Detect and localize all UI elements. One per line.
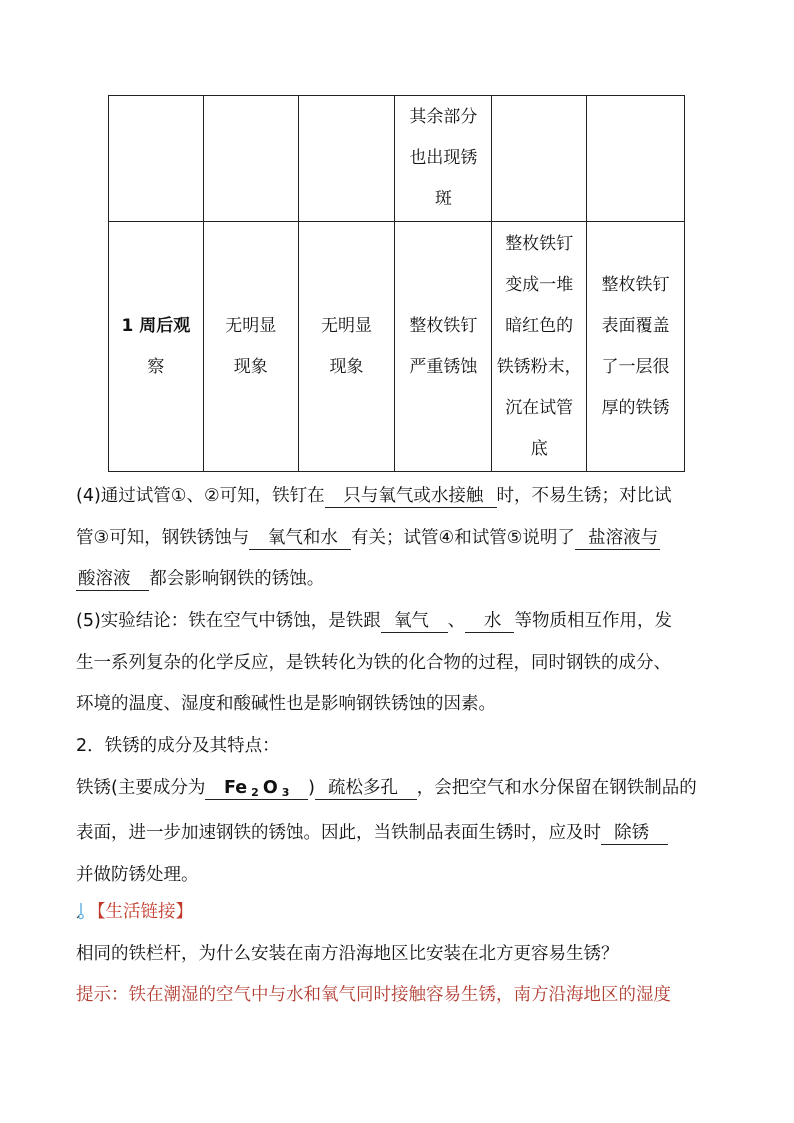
q4-answer-3-cont: 酸溶液: [76, 569, 149, 591]
section-2: [76, 726, 726, 896]
q4-text: 管③可知，钢铁锈蚀与: [76, 527, 250, 548]
table-row: [109, 96, 685, 222]
cell-line: 厚的铁锈: [601, 397, 670, 418]
q4-text: (4)通过试管①、②可知，铁钉在: [76, 486, 325, 506]
cell-line: 现象: [329, 356, 364, 377]
table-cell: [203, 96, 298, 222]
q5-line: 生一系列复杂的化学反应，是铁转化为铁的化合物的过程，同时钢铁的成分、: [76, 652, 671, 673]
cell-line: 1 周后观: [121, 315, 191, 336]
q4-text: 有关；试管④和试管⑤说明了: [351, 527, 575, 548]
s2-paren: ): [308, 777, 315, 798]
s2-text: 铁锈(主要成分为: [76, 777, 206, 798]
cell-line: 现象: [233, 356, 268, 377]
cell-line: 严重锈蚀: [409, 356, 478, 377]
question-4: [76, 476, 726, 601]
table-cell: [492, 96, 587, 222]
table-cell: [298, 222, 395, 472]
q5-line: 环境的温度、湿度和酸碱性也是影响钢铁锈蚀的因素。: [76, 694, 496, 714]
life-link-question: 相同的铁栏杆，为什么安装在南方沿海地区比安装在北方更容易生锈？: [76, 943, 619, 964]
section-heading: 2．铁锈的成分及其特点：: [76, 736, 280, 756]
cell-line: 无明显: [321, 315, 373, 336]
s2-answer-3: 除锈: [601, 823, 668, 845]
cell-line: 察: [147, 356, 165, 377]
cell-line: 底: [530, 438, 548, 459]
table-cell: [492, 222, 587, 472]
q4-text: 都会影响钢铁的锈蚀。: [149, 569, 325, 589]
q5-sep: 、: [447, 611, 466, 631]
cell-line: 铁锈粉末，: [496, 356, 582, 377]
q5-text: (5)实验结论：铁在空气中锈蚀，是铁跟: [76, 611, 381, 631]
life-link: [76, 892, 726, 1017]
s2-text: ，会把空气和水分保留在钢铁制品的: [416, 777, 697, 798]
s2-text: 并做防锈处理。: [76, 864, 199, 885]
cell-line: 了一层很: [601, 356, 670, 377]
table-cell: [109, 222, 204, 472]
cell-line: 其余部分: [409, 107, 478, 127]
cell-line: 沉在试管: [505, 397, 574, 418]
question-5: [76, 601, 726, 726]
q4-answer-3: 盐溶液与: [575, 528, 660, 550]
q4-answer-2: 氧气和水: [249, 528, 351, 550]
q4-answer-1: 只与氧气或水接触: [325, 486, 497, 508]
q4-text: 时，不易生锈；对比试: [496, 486, 672, 506]
q5-text: 等物质相互作用，发: [514, 611, 672, 631]
cell-line: 整枚铁钉: [601, 274, 670, 295]
s2-answer-formula: Fe $_2$ O $_3$: [205, 778, 308, 800]
q5-answer-1: 氧气: [381, 611, 448, 633]
cell-line: 表面覆盖: [601, 315, 670, 336]
experiment-table: [108, 95, 685, 472]
cell-line: 暗红色的: [505, 315, 574, 336]
q5-answer-2: 水: [465, 611, 514, 633]
cell-line: 也出现锈: [409, 148, 478, 168]
table-cell: [109, 96, 204, 222]
table-cell: [298, 96, 395, 222]
table-cell: [587, 222, 685, 472]
cell-line: 整枚铁钉: [409, 315, 478, 336]
life-link-heading: 【生活链接】: [88, 902, 193, 922]
s2-text: 表面，进一步加速钢铁的锈蚀。因此，当铁制品表面生锈时，应及时: [76, 823, 601, 843]
cell-line: 整枚铁钉: [505, 233, 574, 254]
table-cell: [203, 222, 298, 472]
table-row: [109, 222, 685, 472]
cell-line: 变成一堆: [505, 274, 574, 295]
s2-answer-2: 疏松多孔: [315, 778, 417, 800]
table-cell: [395, 222, 492, 472]
lightbulb-icon: [76, 895, 86, 913]
life-link-hint: 提示：铁在潮湿的空气中与水和氧气同时接触容易生锈，南方沿海地区的湿度: [76, 985, 671, 1005]
cell-line: 无明显: [225, 315, 277, 336]
cell-line: 斑: [434, 189, 452, 209]
table-cell: [587, 96, 685, 222]
table-cell: [395, 96, 492, 222]
